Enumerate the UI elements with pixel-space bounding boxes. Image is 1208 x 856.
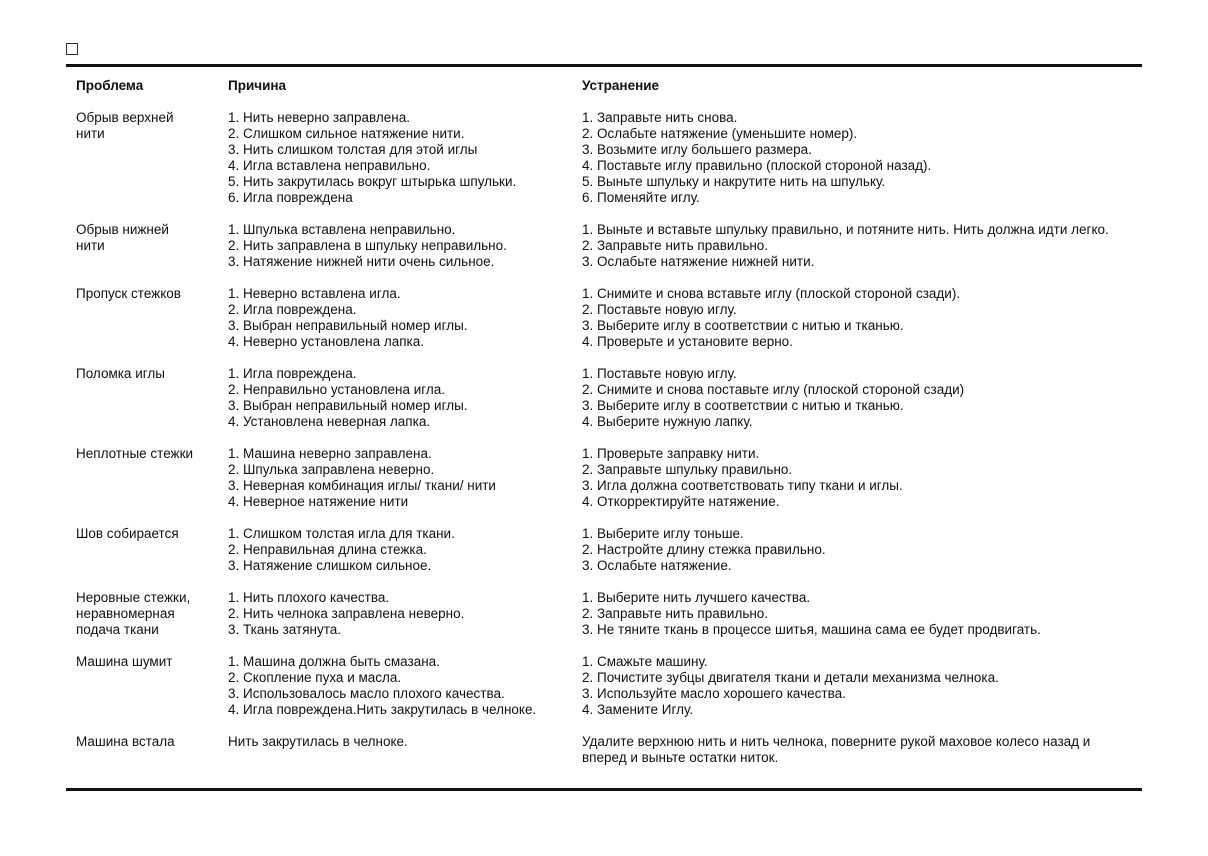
fix-cell-line: Удалите верхнюю нить и нить челнока, поверните рукой маховое колесо назад и — [582, 734, 1091, 749]
cause-cell-line: 3. Неверная комбинация иглы/ ткани/ нити — [228, 478, 496, 493]
table-header — [76, 74, 1156, 110]
fix-cell — [582, 286, 1156, 350]
fix-cell-line: 3. Не тяните ткань в процессе шитья, машина сама ее будет продвигать. — [582, 622, 1041, 637]
fix-cell-line: 2. Настройте длину стежка правильно. — [582, 542, 826, 557]
cause-cell — [228, 654, 582, 718]
problem-cell-line: Обрыв нижней — [76, 222, 169, 237]
fix-cell-line: 3. Возьмите иглу большего размера. — [582, 142, 812, 157]
fix-cell — [582, 446, 1156, 510]
cause-cell-line: 3. Использовалось масло плохого качества. — [228, 686, 505, 701]
cause-cell-line: 2. Неправильная длина стежка. — [228, 542, 427, 557]
fix-cell-line: 1. Смажьте машину. — [582, 654, 708, 669]
table-row — [76, 286, 1156, 350]
cause-cell-line: 2. Нить заправлена в шпульку неправильно. — [228, 238, 507, 253]
fix-cell — [582, 654, 1156, 718]
cause-cell-line: 2. Неправильно установлена игла. — [228, 382, 446, 397]
fix-cell-line: 1. Выньте и вставьте шпульку правильно, и потяните нить. Нить должна идти легко. — [582, 222, 1109, 237]
problem-cell — [76, 734, 228, 766]
fix-cell-line: 3. Выберите иглу в соответствии с нитью и тканью. — [582, 398, 904, 413]
fix-cell-line: 1. Поставьте новую иглу. — [582, 366, 737, 381]
fix-cell-line: 4. Выберите нужную лапку. — [582, 414, 753, 429]
cause-cell — [228, 590, 582, 638]
problem-cell — [76, 222, 228, 270]
table-body — [76, 110, 1156, 766]
cause-cell-line: 3. Нить слишком толстая для этой иглы — [228, 142, 478, 157]
bottom-divider — [66, 788, 1142, 791]
cause-cell-line: 2. Слишком сильное натяжение нити. — [228, 126, 465, 141]
fix-cell-line: 4. Проверьте и установите верно. — [582, 334, 793, 349]
problem-cell — [76, 366, 228, 430]
table-row — [76, 366, 1156, 430]
cause-cell-line: 6. Игла повреждена — [228, 190, 353, 205]
fix-cell-line: 5. Выньте шпульку и накрутите нить на шпульку. — [582, 174, 886, 189]
fix-cell-line: 3. Выберите иглу в соответствии с нитью и тканью. — [582, 318, 904, 333]
cause-cell — [228, 734, 582, 766]
fix-cell-line: 1. Проверьте заправку нити. — [582, 446, 760, 461]
cause-cell-line: 2. Игла повреждена. — [228, 302, 357, 317]
cause-cell-line: 1. Слишком толстая игла для ткани. — [228, 526, 455, 541]
cause-cell-line: 3. Ткань затянута. — [228, 622, 342, 637]
fix-cell-line: 3. Ослабьте натяжение. — [582, 558, 732, 573]
top-divider — [66, 64, 1142, 67]
cause-cell-line: 2. Нить челнока заправлена неверно. — [228, 606, 465, 621]
header-fix: Устранение — [582, 78, 660, 93]
fix-cell — [582, 110, 1156, 206]
problem-cell — [76, 526, 228, 574]
fix-cell-line: 4. Откорректируйте натяжение. — [582, 494, 780, 509]
problem-cell-line: Машина встала — [76, 734, 175, 749]
cause-cell-line: 4. Игла повреждена.Нить закрутилась в челноке. — [228, 702, 537, 717]
cause-cell-line: Нить закрутилась в челноке. — [228, 734, 408, 749]
cause-cell-line: 4. Неверное натяжение нити — [228, 494, 409, 509]
fix-cell-line: 3. Используйте масло хорошего качества. — [582, 686, 846, 701]
cause-cell-line: 1. Нить плохого качества. — [228, 590, 390, 605]
fix-cell — [582, 526, 1156, 574]
cause-cell-line: 4. Игла вставлена неправильно. — [228, 158, 431, 173]
fix-cell-line: 2. Заправьте шпульку правильно. — [582, 462, 793, 477]
fix-cell-line: 3. Ослабьте натяжение нижней нити. — [582, 254, 815, 269]
fix-cell-line: 4. Замените Иглу. — [582, 702, 694, 717]
table-row — [76, 110, 1156, 206]
cause-cell — [228, 222, 582, 270]
fix-cell-line: 1. Заправьте нить снова. — [582, 110, 738, 125]
cause-cell-line: 2. Скопление пуха и масла. — [228, 670, 402, 685]
table-row — [76, 222, 1156, 270]
problem-cell-line: Неровные стежки, — [76, 590, 191, 605]
cause-cell-line: 1. Машина должна быть смазана. — [228, 654, 440, 669]
cause-cell-line: 3. Натяжение слишком сильное. — [228, 558, 432, 573]
fix-cell-line: 2. Ослабьте натяжение (уменьшите номер). — [582, 126, 858, 141]
cause-cell — [228, 446, 582, 510]
cause-cell — [228, 366, 582, 430]
cause-cell-line: 4. Неверно установлена лапка. — [228, 334, 424, 349]
cause-cell-line: 4. Установлена неверная лапка. — [228, 414, 431, 429]
cause-cell — [228, 110, 582, 206]
fix-cell — [582, 222, 1156, 270]
cause-cell-line: 1. Неверно вставлена игла. — [228, 286, 401, 301]
table-row — [76, 654, 1156, 718]
fix-cell — [582, 366, 1156, 430]
table-row — [76, 526, 1156, 574]
table-row — [76, 734, 1156, 766]
problem-cell — [76, 446, 228, 510]
problem-cell-line: Пропуск стежков — [76, 286, 181, 301]
fix-cell-line: 1. Выберите иглу тоньше. — [582, 526, 744, 541]
problem-cell-line: нити — [76, 238, 105, 253]
problem-cell-line: Поломка иглы — [76, 366, 165, 381]
fix-cell — [582, 734, 1156, 766]
problem-cell-line: Машина шумит — [76, 654, 173, 669]
problem-cell — [76, 590, 228, 638]
fix-cell-line: 1. Выберите нить лучшего качества. — [582, 590, 811, 605]
header-problem: Проблема — [76, 78, 144, 93]
problem-cell — [76, 654, 228, 718]
problem-cell-line: подача ткани — [76, 622, 159, 637]
cause-cell-line: 5. Нить закрутилась вокруг штырька шпульки. — [228, 174, 517, 189]
problem-cell — [76, 110, 228, 206]
fix-cell — [582, 590, 1156, 638]
troubleshooting-table — [76, 74, 1156, 766]
cause-cell — [228, 526, 582, 574]
problem-cell-line: Шов собирается — [76, 526, 179, 541]
fix-cell-line: 3. Игла должна соответствовать типу ткани и иглы. — [582, 478, 903, 493]
cause-cell — [228, 286, 582, 350]
header-cause: Причина — [228, 78, 287, 93]
fix-cell-line: 2. Заправьте нить правильно. — [582, 606, 769, 621]
fix-cell-line: 6. Поменяйте иглу. — [582, 190, 700, 205]
fix-cell-line: 2. Заправьте нить правильно. — [582, 238, 769, 253]
problem-cell-line: Обрыв верхней — [76, 110, 174, 125]
fix-cell-line: 4. Поставьте иглу правильно (плоской стороной назад). — [582, 158, 932, 173]
problem-cell — [76, 286, 228, 350]
cause-cell-line: 2. Шпулька заправлена неверно. — [228, 462, 435, 477]
cause-cell-line: 1. Шпулька вставлена неправильно. — [228, 222, 456, 237]
fix-cell-line: 2. Почистите зубцы двигателя ткани и детали механизма челнока. — [582, 670, 999, 685]
problem-cell-line: неравномерная — [76, 606, 175, 621]
fix-cell-line: 1. Снимите и снова вставьте иглу (плоской стороной сзади). — [582, 286, 961, 301]
problem-cell-line: нити — [76, 126, 105, 141]
cause-cell-line: 1. Игла повреждена. — [228, 366, 357, 381]
cause-cell-line: 3. Натяжение нижней нити очень сильное. — [228, 254, 495, 269]
table-row — [76, 446, 1156, 510]
fix-cell-line: 2. Поставьте новую иглу. — [582, 302, 737, 317]
cause-cell-line: 1. Нить неверно заправлена. — [228, 110, 410, 125]
cause-cell-line: 3. Выбран неправильный номер иглы. — [228, 398, 468, 413]
table-row — [76, 590, 1156, 638]
fix-cell-line: вперед и выньте остатки ниток. — [582, 750, 779, 765]
cause-cell-line: 3. Выбран неправильный номер иглы. — [228, 318, 468, 333]
problem-cell-line: Неплотные стежки — [76, 446, 194, 461]
checkbox-icon — [66, 43, 78, 55]
fix-cell-line: 2. Снимите и снова поставьте иглу (плоской стороной сзади) — [582, 382, 965, 397]
cause-cell-line: 1. Машина неверно заправлена. — [228, 446, 432, 461]
